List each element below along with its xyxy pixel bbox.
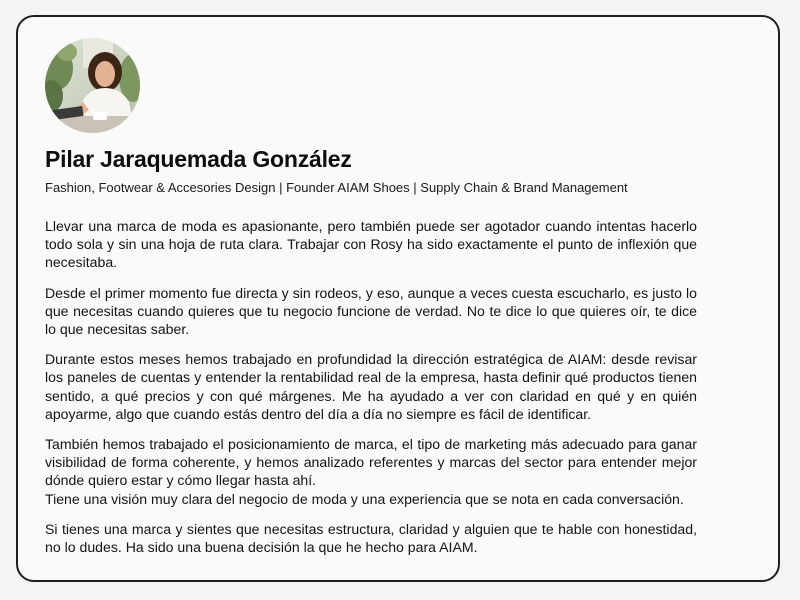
testimonial-paragraph: Tiene una visión muy clara del negocio de moda y una experiencia que se nota en cada conversación.	[45, 490, 684, 507]
profile-headline: Fashion, Footwear & Accesories Design | Founder AIAM Shoes | Supply Chain & Brand Management	[45, 180, 628, 195]
person-photo-icon	[45, 38, 140, 133]
avatar	[45, 38, 140, 133]
testimonial-card	[16, 15, 780, 582]
testimonial-paragraph: Si tienes una marca y sientes que necesitas estructura, claridad y alguien que te hable con honestidad, no lo dudes. Ha sido una buena decisión la que he hecho para AIAM.	[45, 520, 697, 556]
profile-name: Pilar Jaraquemada González	[45, 146, 352, 172]
testimonial-paragraph: Llevar una marca de moda es apasionante, pero también puede ser agotador cuando intentas hacerlo todo sola y sin una hoja de ruta clara. Trabajar con Rosy ha sido exactamente el punto de inflexión que necesitaba.	[45, 218, 697, 271]
testimonial-paragraph: Desde el primer momento fue directa y sin rodeos, y eso, aunque a veces cuesta escucharlo, es justo lo que necesitas cuando quieres que tu negocio funcione de verdad. No te dice lo que quieres oír, te dice lo que necesitas saber.	[45, 284, 697, 338]
testimonial-paragraph: También hemos trabajado el posicionamiento de marca, el tipo de marketing más adecuado para ganar visibilidad de forma coherente, y hemos analizado referentes y marcas del sector para entender mejor dónde quiero estar y cómo llegar hasta ahí.	[45, 436, 697, 489]
testimonial-body	[45, 217, 697, 568]
testimonial-paragraph: Durante estos meses hemos trabajado en profundidad la dirección estratégica de AIAM: desde revisar los paneles de cuentas y entender la rentabilidad real de la empresa, hasta definir qué productos tienen sentido, a qué precios y con qué márgenes. Me ha ayudado a ver con claridad en qué y en quién apoyarme, algo que cuando estás dentro del día a día no siempre es fácil de identificar.	[45, 351, 697, 422]
